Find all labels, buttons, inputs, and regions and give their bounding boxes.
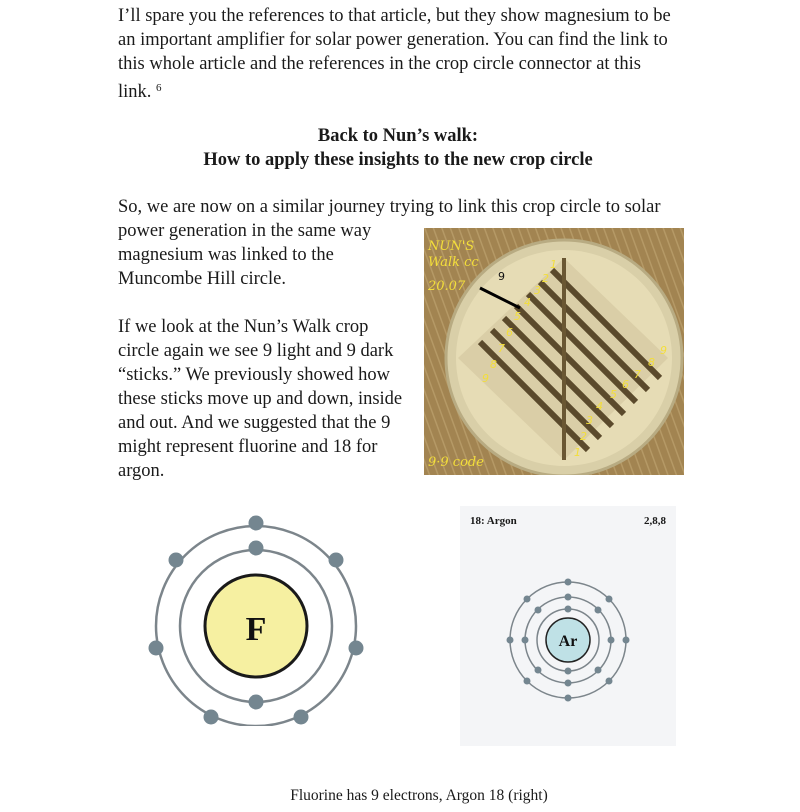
argon-configuration: 2,8,8 [644, 515, 666, 527]
argon-title: 18: Argon [470, 515, 517, 527]
photo-marker-9: 9 [498, 270, 505, 283]
photo-right-number: 3 [586, 414, 593, 427]
photo-bottom-label: 9·9 code [428, 455, 484, 470]
photo-label-line2: Walk cc [428, 255, 479, 270]
fluorine-symbol: F [245, 611, 267, 648]
photo-left-number: 2 [542, 272, 549, 285]
photo-right-number: 2 [580, 430, 587, 443]
figure-caption: Fluorine has 9 electrons, Argon 18 (right) [290, 787, 548, 804]
argon-card [460, 506, 676, 746]
fluorine-atom-diagram [146, 514, 366, 726]
photo-right-number: 7 [634, 368, 641, 381]
journey-paragraph-rest: power generation in the same way magnesium was linked to the Muncombe Hill circle. [118, 221, 372, 289]
argon-symbol: Ar [558, 633, 578, 650]
photo-right-number: 9 [660, 344, 667, 357]
section-heading-line2: How to apply these insights to the new crop circle [203, 150, 593, 170]
photo-left-number: 1 [550, 258, 557, 271]
photo-left-number: 9 [482, 372, 489, 385]
argon-atom-diagram [502, 574, 634, 706]
photo-label-line3: 20.07 [428, 279, 466, 294]
journey-paragraph-line1: So, we are now on a similar journey trying to link this crop circle to solar [118, 197, 661, 217]
photo-right-number: 1 [574, 446, 581, 459]
intro-paragraph: I’ll spare you the references to that article, but they show magnesium to be an important amplifier for solar power generation. You can find the link to this whole article and the references in the crop circle connector at this link. $^6$ [118, 6, 671, 102]
photo-left-number: 5 [514, 310, 521, 323]
photo-left-number: 3 [534, 284, 541, 297]
photo-left-number: 7 [498, 342, 505, 355]
photo-right-number: 4 [596, 400, 603, 413]
section-heading-line1: Back to Nun’s walk: [317, 126, 479, 146]
photo-right-number: 8 [648, 356, 655, 369]
photo-left-number: 6 [506, 326, 513, 339]
crop-circle-photo [424, 228, 684, 475]
photo-right-number: 5 [610, 388, 617, 401]
footnote-marker: 6 [156, 82, 162, 94]
photo-left-number: 8 [490, 358, 497, 371]
sticks-paragraph: If we look at the Nun’s Walk crop circle again we see 9 light and 9 dark “sticks.” We previously showed how these sticks move up and down, inside and out. And we suggested that the 9 might represent fluorine and 18 for argon. [118, 317, 403, 481]
photo-right-number: 6 [622, 378, 629, 391]
photo-label-line1: NUN'S [428, 239, 475, 254]
photo-left-number: 4 [524, 296, 531, 309]
